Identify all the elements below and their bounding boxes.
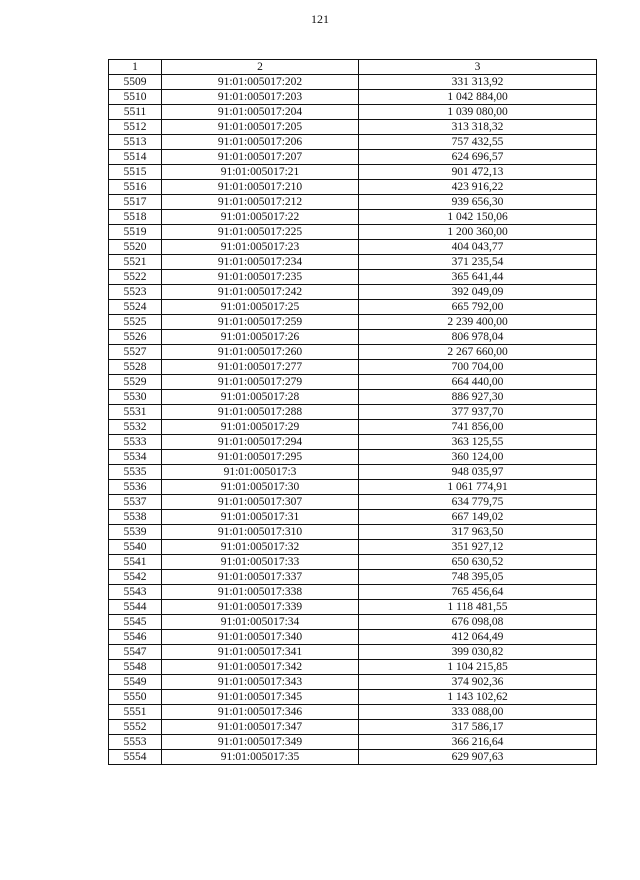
- value-cell: 317 586,17: [359, 720, 597, 735]
- value-cell: 1 061 774,91: [359, 480, 597, 495]
- row-number-cell: 5530: [109, 390, 162, 405]
- cadastral-number-cell: 91:01:005017:259: [162, 315, 359, 330]
- cadastral-number-cell: 91:01:005017:341: [162, 645, 359, 660]
- cadastral-number-cell: 91:01:005017:235: [162, 270, 359, 285]
- value-cell: 665 792,00: [359, 300, 597, 315]
- cadastral-number-cell: 91:01:005017:25: [162, 300, 359, 315]
- page-number: 121: [311, 12, 329, 26]
- row-number-cell: 5526: [109, 330, 162, 345]
- row-number-cell: 5518: [109, 210, 162, 225]
- value-cell: 351 927,12: [359, 540, 597, 555]
- table-row: [109, 225, 597, 240]
- value-cell: 667 149,02: [359, 510, 597, 525]
- value-cell: 1 042 884,00: [359, 90, 597, 105]
- value-cell: 423 916,22: [359, 180, 597, 195]
- table-row: [109, 720, 597, 735]
- row-number-cell: 5529: [109, 375, 162, 390]
- table-row: [109, 405, 597, 420]
- row-number-cell: 5509: [109, 75, 162, 90]
- row-number-cell: 5551: [109, 705, 162, 720]
- cadastral-number-cell: 91:01:005017:34: [162, 615, 359, 630]
- value-cell: 624 696,57: [359, 150, 597, 165]
- value-cell: 664 440,00: [359, 375, 597, 390]
- cadastral-number-cell: 91:01:005017:31: [162, 510, 359, 525]
- table-row: [109, 750, 597, 765]
- row-number-cell: 5535: [109, 465, 162, 480]
- column-header-2: 2: [162, 60, 359, 75]
- cadastral-number-cell: 91:01:005017:205: [162, 120, 359, 135]
- cadastral-number-cell: 91:01:005017:307: [162, 495, 359, 510]
- row-number-cell: 5511: [109, 105, 162, 120]
- table-row: [109, 660, 597, 675]
- row-number-cell: 5536: [109, 480, 162, 495]
- row-number-cell: 5531: [109, 405, 162, 420]
- value-cell: 676 098,08: [359, 615, 597, 630]
- value-cell: 333 088,00: [359, 705, 597, 720]
- cadastral-number-cell: 91:01:005017:342: [162, 660, 359, 675]
- cadastral-value-table: [108, 59, 597, 765]
- cadastral-number-cell: 91:01:005017:277: [162, 360, 359, 375]
- table-row: [109, 210, 597, 225]
- cadastral-number-cell: 91:01:005017:35: [162, 750, 359, 765]
- cadastral-number-cell: 91:01:005017:295: [162, 450, 359, 465]
- row-number-cell: 5510: [109, 90, 162, 105]
- table-row: [109, 420, 597, 435]
- value-cell: 757 432,55: [359, 135, 597, 150]
- row-number-cell: 5524: [109, 300, 162, 315]
- row-number-cell: 5525: [109, 315, 162, 330]
- table-row: [109, 75, 597, 90]
- table-header-row: [109, 60, 597, 75]
- table-row: [109, 615, 597, 630]
- cadastral-number-cell: 91:01:005017:26: [162, 330, 359, 345]
- cadastral-number-cell: 91:01:005017:339: [162, 600, 359, 615]
- value-cell: 412 064,49: [359, 630, 597, 645]
- value-cell: 748 395,05: [359, 570, 597, 585]
- cadastral-number-cell: 91:01:005017:340: [162, 630, 359, 645]
- value-cell: 313 318,32: [359, 120, 597, 135]
- value-cell: 360 124,00: [359, 450, 597, 465]
- row-number-cell: 5522: [109, 270, 162, 285]
- cadastral-number-cell: 91:01:005017:260: [162, 345, 359, 360]
- table-row: [109, 630, 597, 645]
- value-cell: 901 472,13: [359, 165, 597, 180]
- row-number-cell: 5515: [109, 165, 162, 180]
- cadastral-number-cell: 91:01:005017:346: [162, 705, 359, 720]
- value-cell: 317 963,50: [359, 525, 597, 540]
- row-number-cell: 5514: [109, 150, 162, 165]
- value-cell: 365 641,44: [359, 270, 597, 285]
- cadastral-number-cell: 91:01:005017:30: [162, 480, 359, 495]
- table-row: [109, 480, 597, 495]
- table-row: [109, 135, 597, 150]
- cadastral-number-cell: 91:01:005017:33: [162, 555, 359, 570]
- row-number-cell: 5520: [109, 240, 162, 255]
- table-row: [109, 570, 597, 585]
- value-cell: 886 927,30: [359, 390, 597, 405]
- row-number-cell: 5545: [109, 615, 162, 630]
- table-row: [109, 315, 597, 330]
- value-cell: 650 630,52: [359, 555, 597, 570]
- cadastral-number-cell: 91:01:005017:23: [162, 240, 359, 255]
- cadastral-number-cell: 91:01:005017:349: [162, 735, 359, 750]
- table-row: [109, 735, 597, 750]
- table-row: [109, 285, 597, 300]
- table-row: [109, 120, 597, 135]
- value-cell: 1 039 080,00: [359, 105, 597, 120]
- table-row: [109, 165, 597, 180]
- table-row: [109, 105, 597, 120]
- cadastral-number-cell: 91:01:005017:212: [162, 195, 359, 210]
- cadastral-number-cell: 91:01:005017:288: [162, 405, 359, 420]
- value-cell: 399 030,82: [359, 645, 597, 660]
- row-number-cell: 5512: [109, 120, 162, 135]
- table-row: [109, 270, 597, 285]
- value-cell: 634 779,75: [359, 495, 597, 510]
- value-cell: 404 043,77: [359, 240, 597, 255]
- value-cell: 765 456,64: [359, 585, 597, 600]
- value-cell: 331 313,92: [359, 75, 597, 90]
- table-row: [109, 540, 597, 555]
- table-row: [109, 255, 597, 270]
- table-row: [109, 300, 597, 315]
- value-cell: 2 267 660,00: [359, 345, 597, 360]
- cadastral-number-cell: 91:01:005017:204: [162, 105, 359, 120]
- row-number-cell: 5543: [109, 585, 162, 600]
- row-number-cell: 5553: [109, 735, 162, 750]
- table-body: [109, 75, 597, 765]
- table-row: [109, 645, 597, 660]
- cadastral-number-cell: 91:01:005017:29: [162, 420, 359, 435]
- value-cell: 806 978,04: [359, 330, 597, 345]
- value-cell: 629 907,63: [359, 750, 597, 765]
- row-number-cell: 5519: [109, 225, 162, 240]
- row-number-cell: 5527: [109, 345, 162, 360]
- value-cell: 377 937,70: [359, 405, 597, 420]
- table-row: [109, 375, 597, 390]
- cadastral-number-cell: 91:01:005017:345: [162, 690, 359, 705]
- cadastral-number-cell: 91:01:005017:21: [162, 165, 359, 180]
- value-cell: 371 235,54: [359, 255, 597, 270]
- cadastral-number-cell: 91:01:005017:210: [162, 180, 359, 195]
- value-cell: 363 125,55: [359, 435, 597, 450]
- value-cell: 1 143 102,62: [359, 690, 597, 705]
- table-row: [109, 510, 597, 525]
- cadastral-number-cell: 91:01:005017:225: [162, 225, 359, 240]
- table-row: [109, 585, 597, 600]
- table-row: [109, 240, 597, 255]
- value-cell: 948 035,97: [359, 465, 597, 480]
- value-cell: 1 118 481,55: [359, 600, 597, 615]
- table-row: [109, 495, 597, 510]
- value-cell: 741 856,00: [359, 420, 597, 435]
- table-row: [109, 525, 597, 540]
- row-number-cell: 5528: [109, 360, 162, 375]
- value-cell: 939 656,30: [359, 195, 597, 210]
- row-number-cell: 5549: [109, 675, 162, 690]
- table-header: [109, 60, 597, 75]
- cadastral-number-cell: 91:01:005017:338: [162, 585, 359, 600]
- row-number-cell: 5516: [109, 180, 162, 195]
- cadastral-number-cell: 91:01:005017:3: [162, 465, 359, 480]
- cadastral-number-cell: 91:01:005017:207: [162, 150, 359, 165]
- table-row: [109, 705, 597, 720]
- cadastral-number-cell: 91:01:005017:343: [162, 675, 359, 690]
- value-cell: 1 104 215,85: [359, 660, 597, 675]
- row-number-cell: 5550: [109, 690, 162, 705]
- value-cell: 1 042 150,06: [359, 210, 597, 225]
- column-header-1: 1: [109, 60, 162, 75]
- cadastral-number-cell: 91:01:005017:203: [162, 90, 359, 105]
- table-row: [109, 345, 597, 360]
- row-number-cell: 5537: [109, 495, 162, 510]
- table-row: [109, 150, 597, 165]
- value-cell: 374 902,36: [359, 675, 597, 690]
- row-number-cell: 5546: [109, 630, 162, 645]
- row-number-cell: 5517: [109, 195, 162, 210]
- value-cell: 2 239 400,00: [359, 315, 597, 330]
- table-row: [109, 195, 597, 210]
- table-row: [109, 390, 597, 405]
- cadastral-number-cell: 91:01:005017:32: [162, 540, 359, 555]
- row-number-cell: 5541: [109, 555, 162, 570]
- row-number-cell: 5521: [109, 255, 162, 270]
- table-row: [109, 555, 597, 570]
- cadastral-number-cell: 91:01:005017:234: [162, 255, 359, 270]
- row-number-cell: 5534: [109, 450, 162, 465]
- row-number-cell: 5533: [109, 435, 162, 450]
- value-cell: 366 216,64: [359, 735, 597, 750]
- cadastral-number-cell: 91:01:005017:28: [162, 390, 359, 405]
- table-row: [109, 690, 597, 705]
- table-row: [109, 90, 597, 105]
- table-row: [109, 600, 597, 615]
- table-row: [109, 675, 597, 690]
- table-row: [109, 360, 597, 375]
- table-row: [109, 465, 597, 480]
- row-number-cell: 5542: [109, 570, 162, 585]
- cadastral-number-cell: 91:01:005017:279: [162, 375, 359, 390]
- cadastral-number-cell: 91:01:005017:202: [162, 75, 359, 90]
- cadastral-number-cell: 91:01:005017:310: [162, 525, 359, 540]
- cadastral-number-cell: 91:01:005017:242: [162, 285, 359, 300]
- table-row: [109, 450, 597, 465]
- cadastral-number-cell: 91:01:005017:347: [162, 720, 359, 735]
- value-cell: 700 704,00: [359, 360, 597, 375]
- row-number-cell: 5552: [109, 720, 162, 735]
- row-number-cell: 5538: [109, 510, 162, 525]
- cadastral-number-cell: 91:01:005017:22: [162, 210, 359, 225]
- value-cell: 392 049,09: [359, 285, 597, 300]
- cadastral-number-cell: 91:01:005017:294: [162, 435, 359, 450]
- cadastral-number-cell: 91:01:005017:206: [162, 135, 359, 150]
- column-header-3: 3: [359, 60, 597, 75]
- row-number-cell: 5540: [109, 540, 162, 555]
- row-number-cell: 5544: [109, 600, 162, 615]
- table-row: [109, 180, 597, 195]
- table-row: [109, 330, 597, 345]
- row-number-cell: 5513: [109, 135, 162, 150]
- row-number-cell: 5539: [109, 525, 162, 540]
- value-cell: 1 200 360,00: [359, 225, 597, 240]
- table-row: [109, 435, 597, 450]
- row-number-cell: 5547: [109, 645, 162, 660]
- cadastral-number-cell: 91:01:005017:337: [162, 570, 359, 585]
- row-number-cell: 5523: [109, 285, 162, 300]
- row-number-cell: 5532: [109, 420, 162, 435]
- row-number-cell: 5554: [109, 750, 162, 765]
- row-number-cell: 5548: [109, 660, 162, 675]
